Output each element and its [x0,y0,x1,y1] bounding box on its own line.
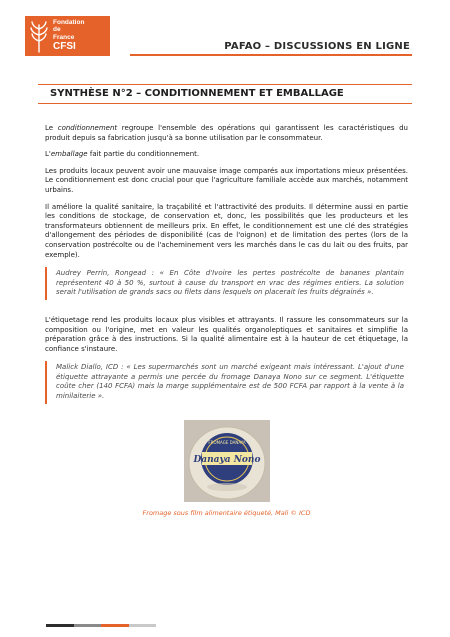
wheat-logo-icon [29,19,49,53]
logo-text-de: de [53,26,61,34]
cheese-label-image [184,420,270,502]
footer-color-bar [46,624,156,627]
paragraph-conditionnement: Le conditionnement regroupe l'ensemble des opérations qui garantissent les caractéristiques du produit depuis sa fabrication jusqu'à sa bonne utilisation par le consommateur. [45,124,408,142]
cheese-arc-text: FROMAGE DANAYA [207,439,246,445]
document-body [45,124,408,518]
paragraph-emballage: L'emballage fait partie du conditionnement. [45,150,200,159]
logo-text-france: France [53,33,75,41]
fondation-de-france-cfsi-logo [25,16,110,56]
quote-malick-diallo: Malick Diallo, ICD : « Les supermarchés sont un marché exigeant mais intéressant. L'ajout d'une étiquette attrayante a permis une percée du fromage Danaya Nono sur ce segment. L'étiquette coûte cher (140 FCFA) mais la marge supplémentaire est de 500 FCFA par rapport à la vente à la minilaiterie ». [45,361,408,403]
quote-audrey-perrin: Audrey Perrin, Rongead : « En Côte d'Ivoire les pertes postrécolte de bananes plantain représentent 40 à 50 %, surtout à cause du transport en vrac des régimes entiers. La solution serait l'utilisation de grands sacs ou filets dans lesquels on placerait les fruits dégrainés ». [45,267,408,300]
footer-bar-segment-4 [129,624,157,627]
header-title: PAFAO – DISCUSSIONS EN LIGNE [224,41,410,52]
section-title: SYNTHÈSE N°2 – CONDITIONNEMENT ET EMBALLAGE [38,84,412,104]
logo-text-cfsi: CFSI [53,41,76,53]
paragraph-etiquetage: L'étiquetage rend les produits locaux plus visibles et attrayants. Il rassure les consommateurs sur la composition ou l'origine, met en valeur les qualités organoleptiques et sanitaires et simplifie la préparation grâce à des instructions. Si la qualité alimentaire est à la hauteur de cet étiquetage, la confiance s'instaure. [45,315,408,353]
footer-bar-segment-3 [101,624,129,627]
header-rule [130,54,412,56]
cheese-photo [184,420,270,502]
footer-bar-segment-1 [46,624,74,627]
footer-bar-segment-2 [74,624,102,627]
cheese-brand-text: Danaya Nono [193,454,260,465]
paragraph-image-produits: Les produits locaux peuvent avoir une mauvaise image comparés aux importations mieux présentées. Le conditionnement est donc crucial pour que l'agriculture familiale accède aux marchés, notamment urbains. [45,166,408,194]
photo-caption: Fromage sous film alimentaire étiqueté, Mali © ICD [142,508,311,517]
logo-text-fondation: Fondation [53,18,85,26]
paragraph-qualite-sanitaire: Il améliore la qualité sanitaire, la traçabilité et l'attractivité des produits. Il détermine aussi en partie les conditions de stockage, de conservation et, donc, les possibilités que les producteurs et les transformateurs obtiennent de meilleurs prix. En effet, le conditionnement est une clé des stratégies d'allongement des périodes de disponibilité (cas de l'oignon) et de limitation des pertes (lors de la conservation postrécolte ou de l'acheminement vers les marchés dans le cas du lait ou des fruits, par exemple). [45,202,408,259]
